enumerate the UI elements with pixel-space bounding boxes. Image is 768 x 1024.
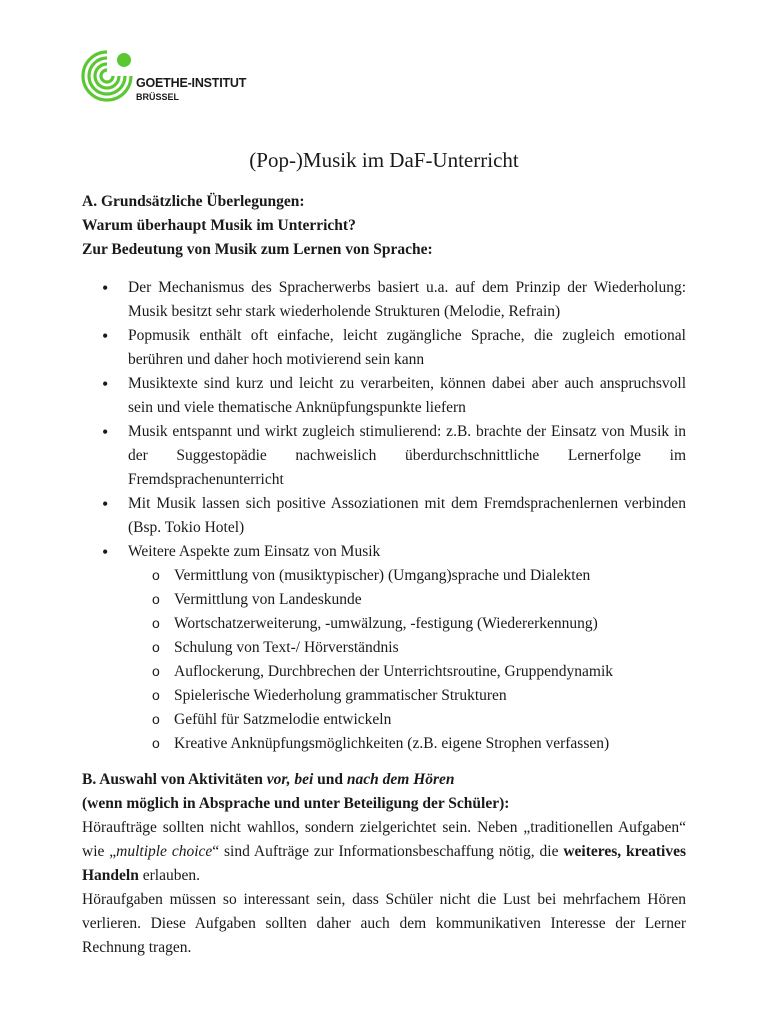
document-body	[82, 190, 686, 960]
sub-list-item: o Gefühl für Satzmelodie entwickeln	[128, 708, 686, 732]
logo-city: BRÜSSEL	[136, 92, 180, 102]
paragraph	[82, 816, 686, 888]
section-b-heading-italic: nach dem Hören	[346, 771, 455, 788]
sub-list-item: o Spielerische Wiederholung grammatischer Strukturen	[128, 684, 686, 708]
paragraph: Höraufgaben müssen so interessant sein, dass Schüler nicht die Lust bei mehrfachem Hören verlieren. Diese Aufgaben sollten daher auch dem kommunikativen Interesse der Lerner Rechnung tragen.	[82, 891, 686, 956]
section-a-heading: A. Grundsätzliche Überlegungen:	[82, 193, 305, 210]
sub-list-item: o Kreative Anknüpfungsmöglichkeiten (z.B. eigene Strophen verfassen)	[128, 732, 686, 756]
list-item: • Der Mechanismus des Spracherwerbs basiert u.a. auf dem Prinzip der Wiederholung: Musik besitzt sehr stark wiederholende Strukturen (Melodie, Refrain)	[82, 276, 686, 324]
sub-list-item: o Vermittlung von Landeskunde	[128, 588, 686, 612]
section-b-heading-part: B. Auswahl von Aktivitäten	[82, 771, 267, 788]
section-b-heading-italic: vor, bei	[266, 771, 314, 788]
section-b-subheading: (wenn möglich in Absprache und unter Beteiligung der Schüler):	[82, 795, 510, 812]
logo-name: GOETHE-INSTITUT	[136, 76, 247, 90]
page-title: (Pop-)Musik im DaF-Unterricht	[249, 148, 519, 172]
sub-list	[128, 564, 686, 756]
paragraph-bold: weiteres, kreatives Handeln	[82, 843, 686, 884]
sub-list-item: o Wortschatzerweiterung, -umwälzung, -festigung (Wiedererkennung)	[128, 612, 686, 636]
paragraph-text: “ sind Aufträge zur Informationsbeschaffung nötig, die	[212, 843, 564, 860]
paragraph-italic: multiple choice	[116, 843, 213, 860]
sub-list-item: o Schulung von Text-/ Hörverständnis	[128, 636, 686, 660]
paragraph-text: Höraufträge sollten nicht wahllos, sondern zielgerichtet sein. Neben „traditionellen Aufgaben“ wie „	[82, 819, 686, 860]
section-b-heading	[82, 768, 686, 792]
list-item: • Musiktexte sind kurz und leicht zu verarbeiten, können dabei aber auch anspruchsvoll sein und viele thematische Anknüpfungspunkte liefern	[82, 372, 686, 420]
list-item-text: Weitere Aspekte zum Einsatz von Musik	[128, 543, 381, 560]
goethe-swirl-icon	[80, 48, 134, 104]
section-a-question: Warum überhaupt Musik im Unterricht?	[82, 217, 356, 234]
section-b-heading-part: und	[313, 771, 347, 788]
list-item: • Musik entspannt und wirkt zugleich stimulierend: z.B. brachte der Einsatz von Musik in der Suggestopädie nachweislich überdurchschnittliche Lernerfolge im Fremdsprachenunterricht	[82, 420, 686, 492]
list-item: • Popmusik enthält oft einfache, leicht zugängliche Sprache, die zugleich emotional berühren und daher hoch motivierend sein kann	[82, 324, 686, 372]
sub-list-item: o Auflockerung, Durchbrechen der Unterrichtsroutine, Gruppendynamik	[128, 660, 686, 684]
sub-list-item: o Vermittlung von (musiktypischer) (Umgang)sprache und Dialekten	[128, 564, 686, 588]
section-a-subheading: Zur Bedeutung von Musik zum Lernen von Sprache:	[82, 241, 433, 258]
goethe-institut-logo	[80, 48, 250, 108]
list-item	[82, 540, 686, 756]
paragraph-text: erlauben.	[138, 867, 200, 884]
list-item: • Mit Musik lassen sich positive Assoziationen mit dem Fremdsprachenlernen verbinden (Bsp. Tokio Hotel)	[82, 492, 686, 540]
bullet-list	[82, 276, 686, 756]
